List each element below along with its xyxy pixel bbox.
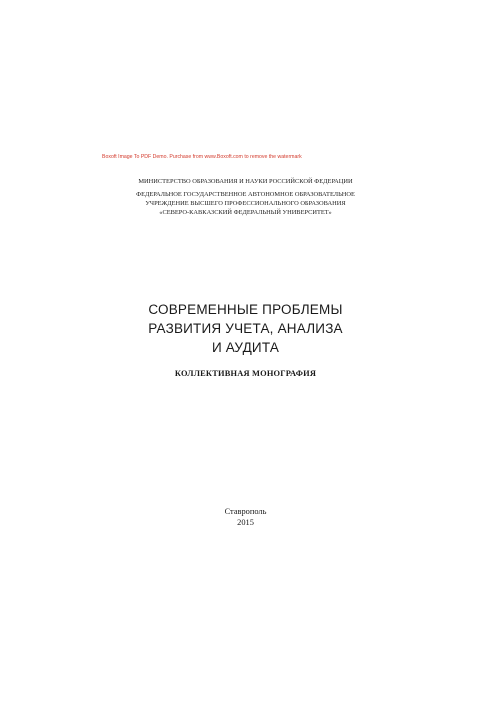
book-subtitle: КОЛЛЕКТИВНАЯ МОНОГРАФИЯ [174, 369, 317, 378]
university-line-3: «СЕВЕРО-КАВКАЗСКИЙ ФЕДЕРАЛЬНЫЙ УНИВЕРСИТЕТ» [159, 209, 332, 216]
publication-info [0, 506, 491, 528]
book-title [0, 300, 491, 357]
publication-city: Ставрополь [224, 507, 267, 516]
ministry-header [0, 177, 491, 217]
university-line-2: УЧРЕЖДЕНИЕ ВЫСШЕГО ПРОФЕССИОНАЛЬНОГО ОБРАЗОВАНИЯ [145, 200, 346, 207]
publication-year: 2015 [237, 518, 254, 527]
watermark-text: Boxoft Image To PDF Demo. Purchase from www.Boxoft.com to remove the watermark [102, 154, 302, 160]
university-line-1: ФЕДЕРАЛЬНОЕ ГОСУДАРСТВЕННОЕ АВТОНОМНОЕ ОБРАЗОВАТЕЛЬНОЕ [136, 191, 355, 198]
book-title-line-3: И АУДИТА [211, 340, 280, 355]
book-title-line-1: СОВРЕМЕННЫЕ ПРОБЛЕМЫ [148, 302, 343, 317]
ministry-name: МИНИСТЕРСТВО ОБРАЗОВАНИЯ И НАУКИ РОССИЙСКОЙ ФЕДЕРАЦИИ [138, 178, 353, 185]
book-title-line-2: РАЗВИТИЯ УЧЕТА, АНАЛИЗА [148, 321, 343, 336]
